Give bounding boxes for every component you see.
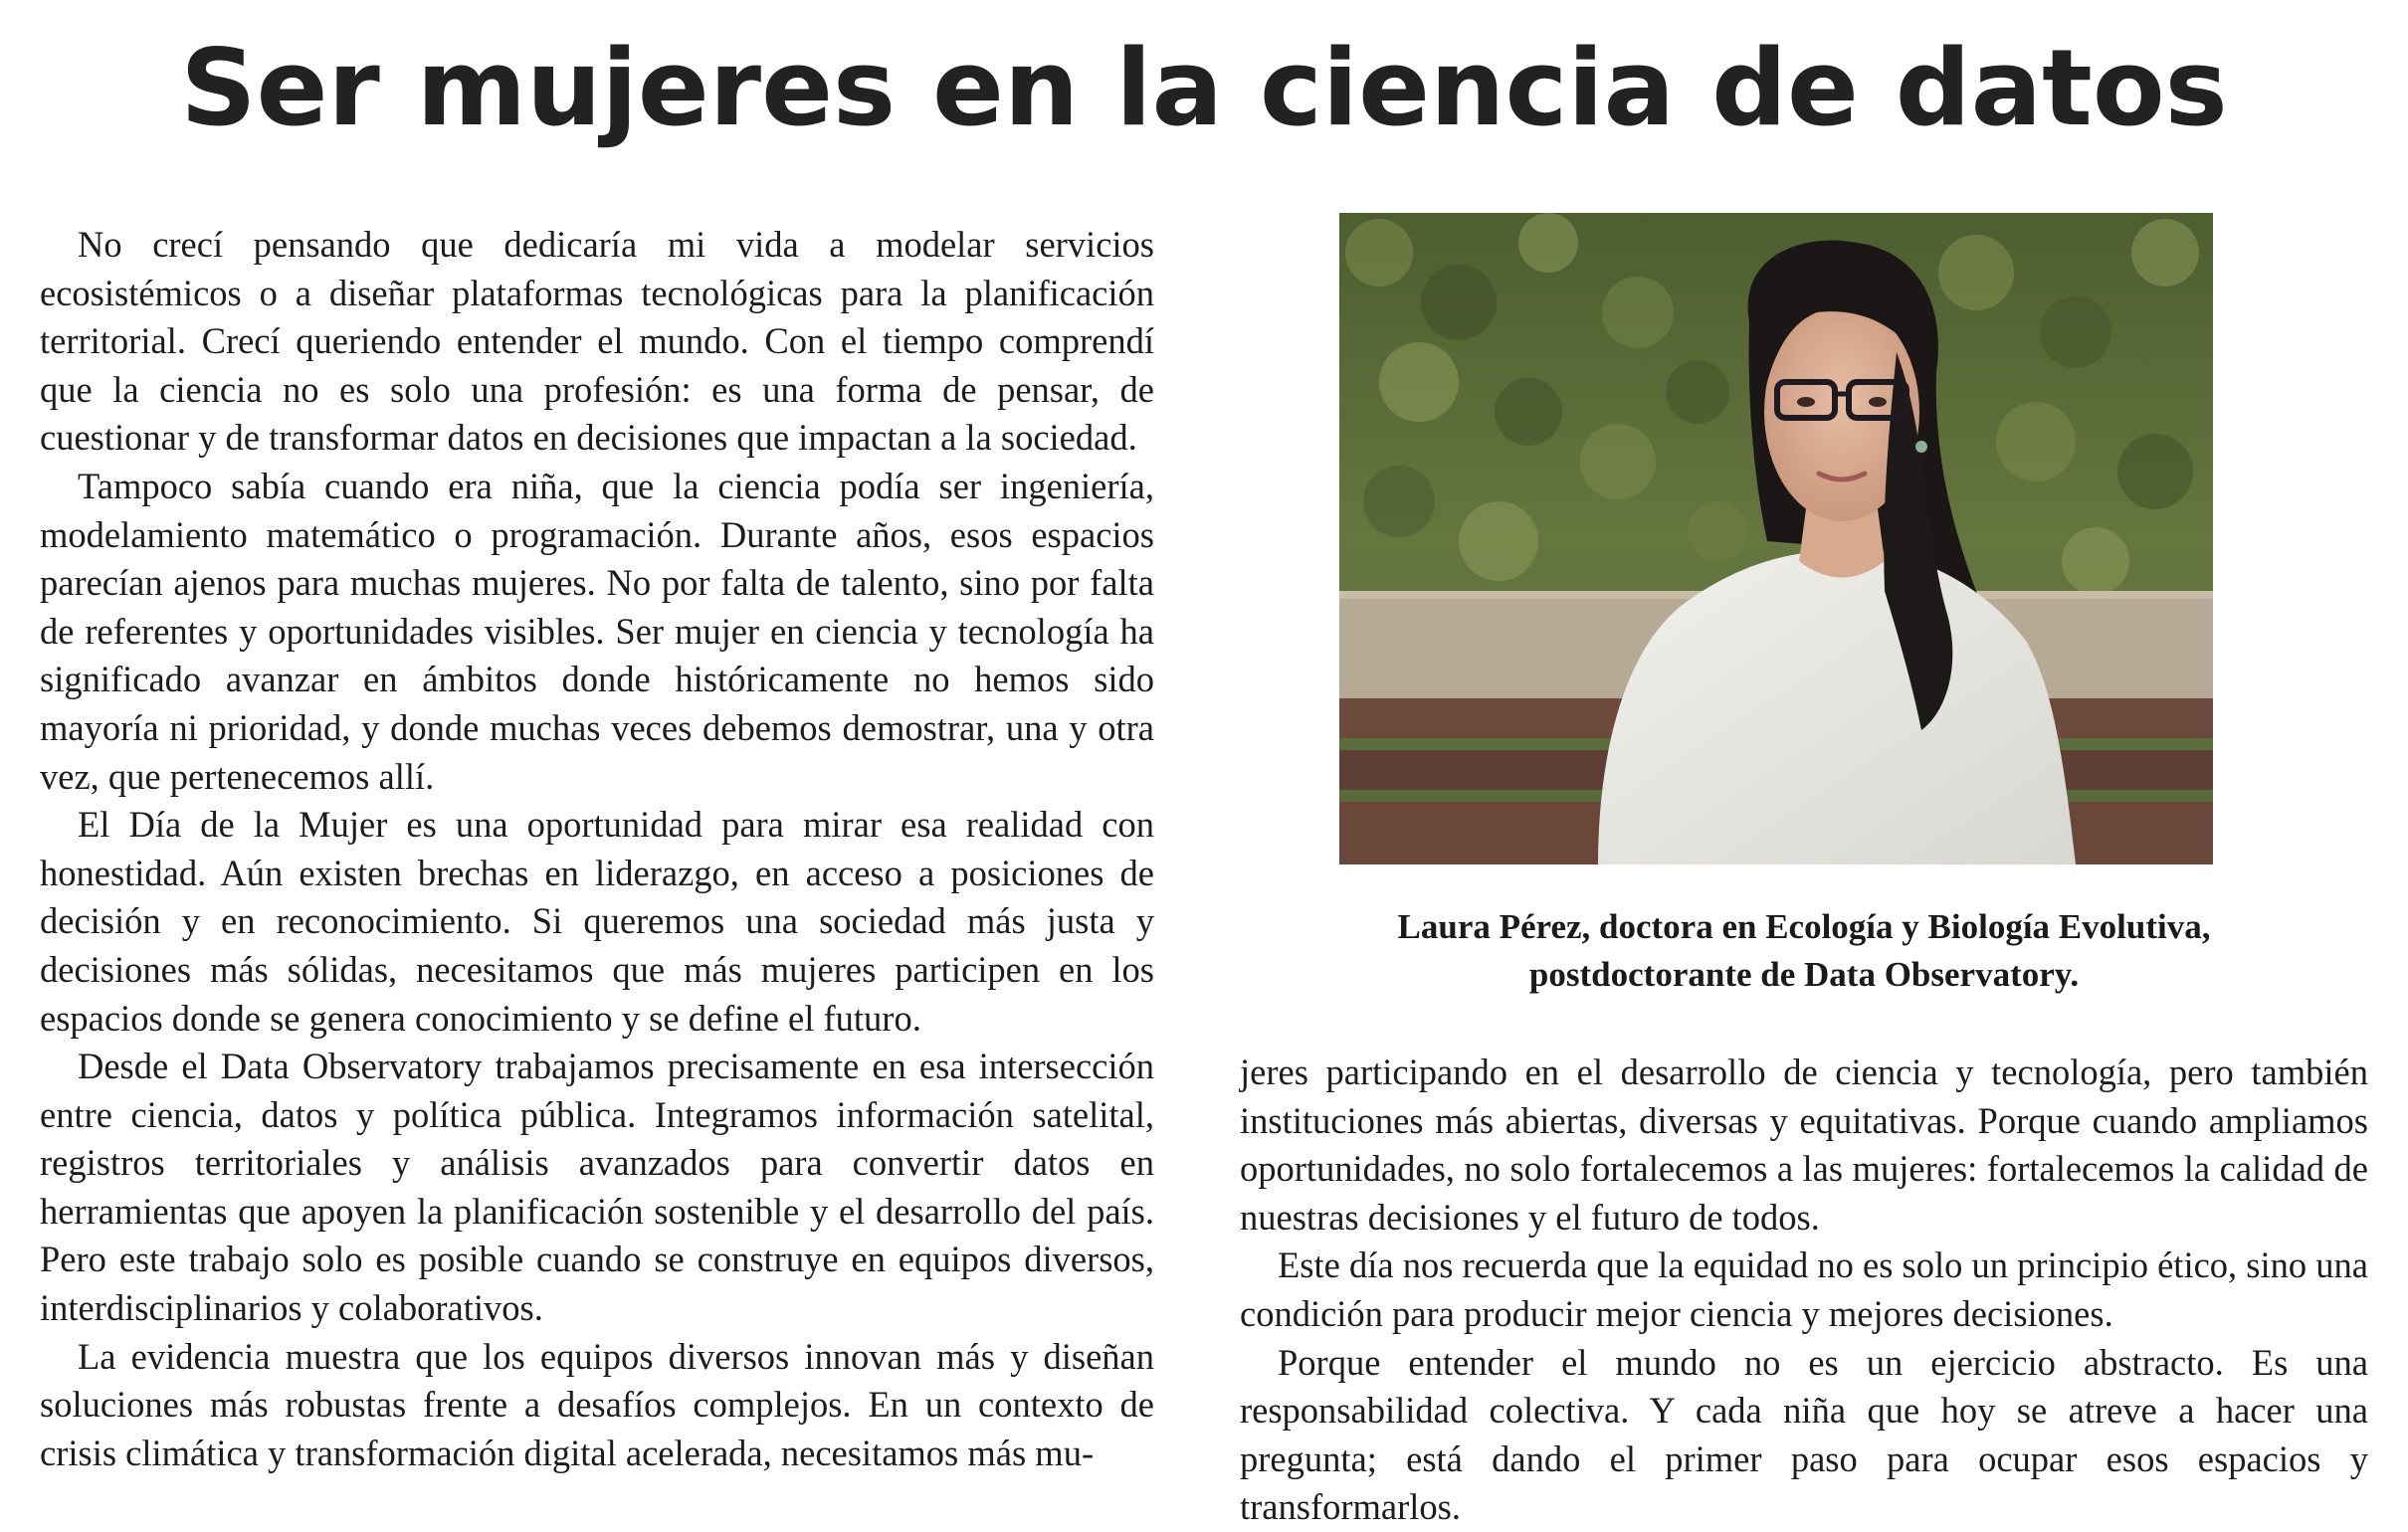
paragraph: Desde el Data Observatory trabajamos precisamente en esa intersección entre ciencia, datos y política pública. Integramos información satelital, registros territoriales y análisis avanzados para convertir datos en herramientas que apoyen la planificación sostenible y el desarrollo del país. Pero este trabajo solo es posible cuando se construye en equipos diversos, interdisciplinarios y colaborativos. bbox=[40, 1046, 1154, 1329]
right-text-column bbox=[1240, 1049, 2368, 1532]
paragraph: La evidencia muestra que los equipos diversos innovan más y diseñan soluciones más robustas frente a desafíos complejos. En un contexto de crisis climática y transformación digital acelerada, necesitamos más mu- bbox=[40, 1335, 1154, 1473]
article-title: Ser mujeres en la ciencia de datos bbox=[180, 27, 2228, 149]
paragraph: No crecí pensando que dedicaría mi vida a modelar servicios ecosistémicos o a diseñar plataformas tecnológicas para la planificación territorial. Crecí queriendo entender el mundo. Con el tiempo comprendí que la ciencia no es solo una profesión: es una forma de pensar, de cuestionar y de transformar datos en decisiones que impactan a la sociedad. bbox=[40, 224, 1154, 459]
caption-line: postdoctorante de Data Observatory. bbox=[1528, 955, 2080, 994]
left-text-column bbox=[40, 221, 1154, 1477]
paragraph: Porque entender el mundo no es un ejercicio abstracto. Es una responsabilidad colectiva. Y cada niña que hoy se atreve a hacer una pregunta; está dando el primer paso para ocupar esos espacios y transformarlos. bbox=[1240, 1341, 2368, 1528]
paragraph: El Día de la Mujer es una oportunidad para mirar esa realidad con honestidad. Aún existen brechas en liderazgo, en acceso a posiciones de decisión y en reconocimiento. Si queremos una sociedad más justa y decisiones más sólidas, necesitamos que más mujeres participen en los espacios donde se genera conocimiento y se define el futuro. bbox=[40, 804, 1154, 1039]
paragraph: jeres participando en el desarrollo de ciencia y tecnología, pero también instituciones más abiertas, diversas y equitativas. Porque cuando ampliamos oportunidades, no solo fortalecemos a las mujeres: fortalecemos la calidad de nuestras decisiones y el futuro de todos. bbox=[1240, 1052, 2368, 1238]
paragraph: Este día nos recuerda que la equidad no es solo un principio ético, sino una condición para producir mejor ciencia y mejores decisiones. bbox=[1240, 1245, 2368, 1334]
photo-caption bbox=[1240, 903, 2368, 999]
caption-line: Laura Pérez, doctora en Ecología y Biología Evolutiva, bbox=[1397, 907, 2211, 946]
portrait-photo bbox=[1339, 213, 2213, 864]
paragraph: Tampoco sabía cuando era niña, que la ciencia podía ser ingeniería, modelamiento matemático o programación. Durante años, esos espacios parecían ajenos para muchas mujeres. No por falta de talento, sino por falta de referentes y oportunidades visibles. Ser mujer en ciencia y tecnología ha significado avanzar en ámbitos donde históricamente no hemos sido mayoría ni prioridad, y donde muchas veces debemos demostrar, una y otra vez, que pertenecemos allí. bbox=[40, 465, 1154, 797]
